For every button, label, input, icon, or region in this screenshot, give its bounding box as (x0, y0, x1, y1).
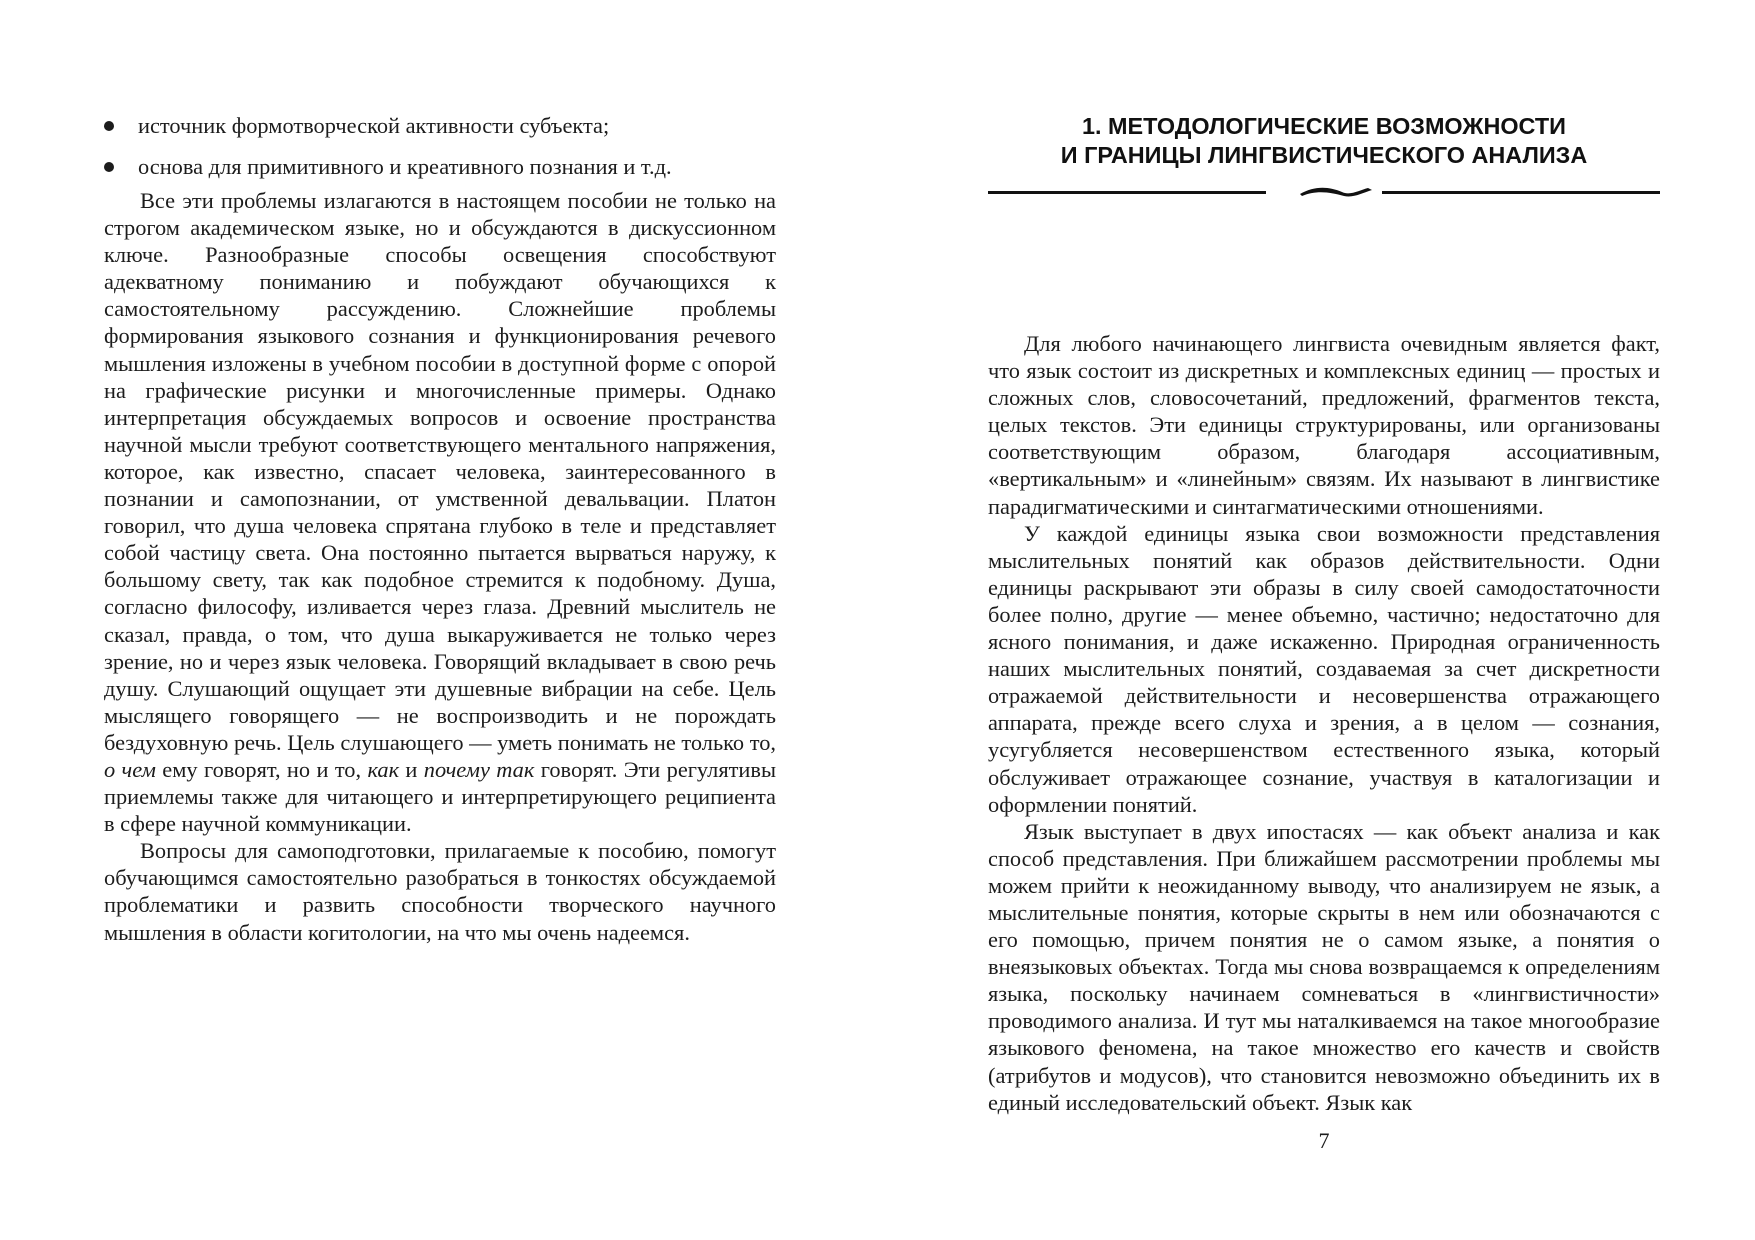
left-page (104, 0, 776, 1240)
paragraph: Язык выступает в двух ипостасях — как объект анализа и как способ представления. При ближайшем рассмотрении проблемы мы можем прийти к неожиданному выводу, что анализируем не язык, а мыслительные понятия, которые скрыты в нем или обозначаются с его помощью, причем понятия не о самом языке, а понятия о внеязыковых объектах. Тогда мы снова возвращаемся к определениям языка, поскольку начинаем сомневаться в «лингвистичности» проводимого анализа. И тут мы наталкиваемся на такое многообразие языкового феномена, на такое множество его качеств и свойств (атрибутов и модусов), что становится невозможно объединить их в единый исследовательский объект. Язык как (988, 818, 1660, 1115)
chapter-heading (988, 112, 1660, 170)
bullet-dot-icon (104, 121, 114, 131)
right-page (988, 0, 1660, 1240)
heading-line: 1. МЕТОДОЛОГИЧЕСКИЕ ВОЗМОЖНОСТИ (1082, 113, 1566, 139)
paragraph-text: Все эти проблемы излагаются в настоящем пособии не только на строгом академическом языке, но и обсуждаются в дискуссионном ключе. Разнообразные способы освещения способствуют адекватному пониманию и побуждают обучающихся к самостоятельному рассуждению. Сложнейшие проблемы формирования языкового сознания и функционирования речевого мышления изложены в учебном пособии в доступной форме с опорой на графические рисунки и многочисленные примеры. Однако интерпретация обсуждаемых вопросов и освоение пространства научной мысли требуют соответствующего ментального напряжения, которое, как известно, спасает человека, заинтересованного в познании и самопознании, от умственной девальвации. Платон говорил, что душа человека спрятана глубоко в теле и представляет собой частицу света. Она постоянно пытается вырваться наружу, к большому свету, так как подобное стремится к подобному. Душа, согласно философу, изливается через глаза. Древний мыслитель не сказал, правда, о том, что душа выкаруживается не только через зрение, но и через язык человека. Говорящий вкладывает в свою речь душу. Слушающий ощущает эти душевные вибрации на себе. Цель мыслящего говорящего — не воспроизводить и не порождать бездуховную речь. Цель слушающего — уметь понимать не только то, (104, 188, 776, 755)
paragraph: У каждой единицы языка свои возможности представления мыслительных понятий как образов действительности. Одни единицы раскрывают эти образы в силу своей самодостаточности более полно, другие — менее объемно, частично; недостаточно для ясного понимания, и даже искаженно. Природная ограниченность наших мыслительных понятий, создаваемая за счет дискретности отражаемой действительности и несовершенства отражающего аппарата, прежде всего слуха и зрения, а в целом — сознания, усугубляется несовершенством естественного языка, который обслуживает отражающее сознание, участвуя в каталогизации и оформлении понятий. (988, 520, 1660, 817)
italic-text: почему так (423, 756, 535, 782)
paragraph-text: говорят. Эти регулятивы приемлемы также для читающего и интерпретирующего реципиента в сфере научной коммуникации. (104, 756, 777, 837)
italic-text: о чем (104, 756, 156, 782)
bullet-text: основа для примитивного и креативного познания и т.д. (138, 154, 672, 180)
bullet-item (138, 112, 778, 139)
bullet-dot-icon (104, 162, 114, 172)
right-body-text (988, 330, 1660, 1116)
left-body-text (104, 187, 776, 946)
heading-line: И ГРАНИЦЫ ЛИНГВИСТИЧЕСКОГО АНАЛИЗА (1060, 142, 1588, 168)
paragraph-text: и (399, 756, 424, 782)
bullet-text: источник формотворческой активности субъекта; (138, 113, 610, 138)
bullet-item (138, 153, 778, 180)
paragraph: Для любого начинающего лингвиста очевидным является факт, что язык состоит из дискретных и комплексных единиц — простых и сложных слов, словосочетаний, предложений, фрагментов текста, целых текстов. Эти единицы структурированы, или организованы соответствующим образом, благодаря ассоциативным, «вертикальным» и «линейным» связям. Их называют в лингвистике парадигматическими и синтагматическими отношениями. (988, 331, 1660, 519)
paragraph: Вопросы для самоподготовки, прилагаемые к пособию, помогут обучающимся самостоятельно разобраться в тонкостях обсуждаемой проблематики и развить способности творческого научного мышления в области когитологии, на что мы очень надеемся. (104, 838, 776, 945)
italic-text: как (367, 756, 400, 782)
paragraph (104, 187, 776, 837)
paragraph-text: ему говорят, но и то, (155, 756, 368, 782)
divider-swash-icon (1300, 188, 1372, 197)
page-number: 7 (1318, 1128, 1330, 1153)
divider-right-rule (1382, 191, 1660, 194)
heading-divider-ornament (988, 180, 1660, 204)
divider-left-rule (988, 191, 1266, 194)
bullet-list (138, 112, 778, 194)
